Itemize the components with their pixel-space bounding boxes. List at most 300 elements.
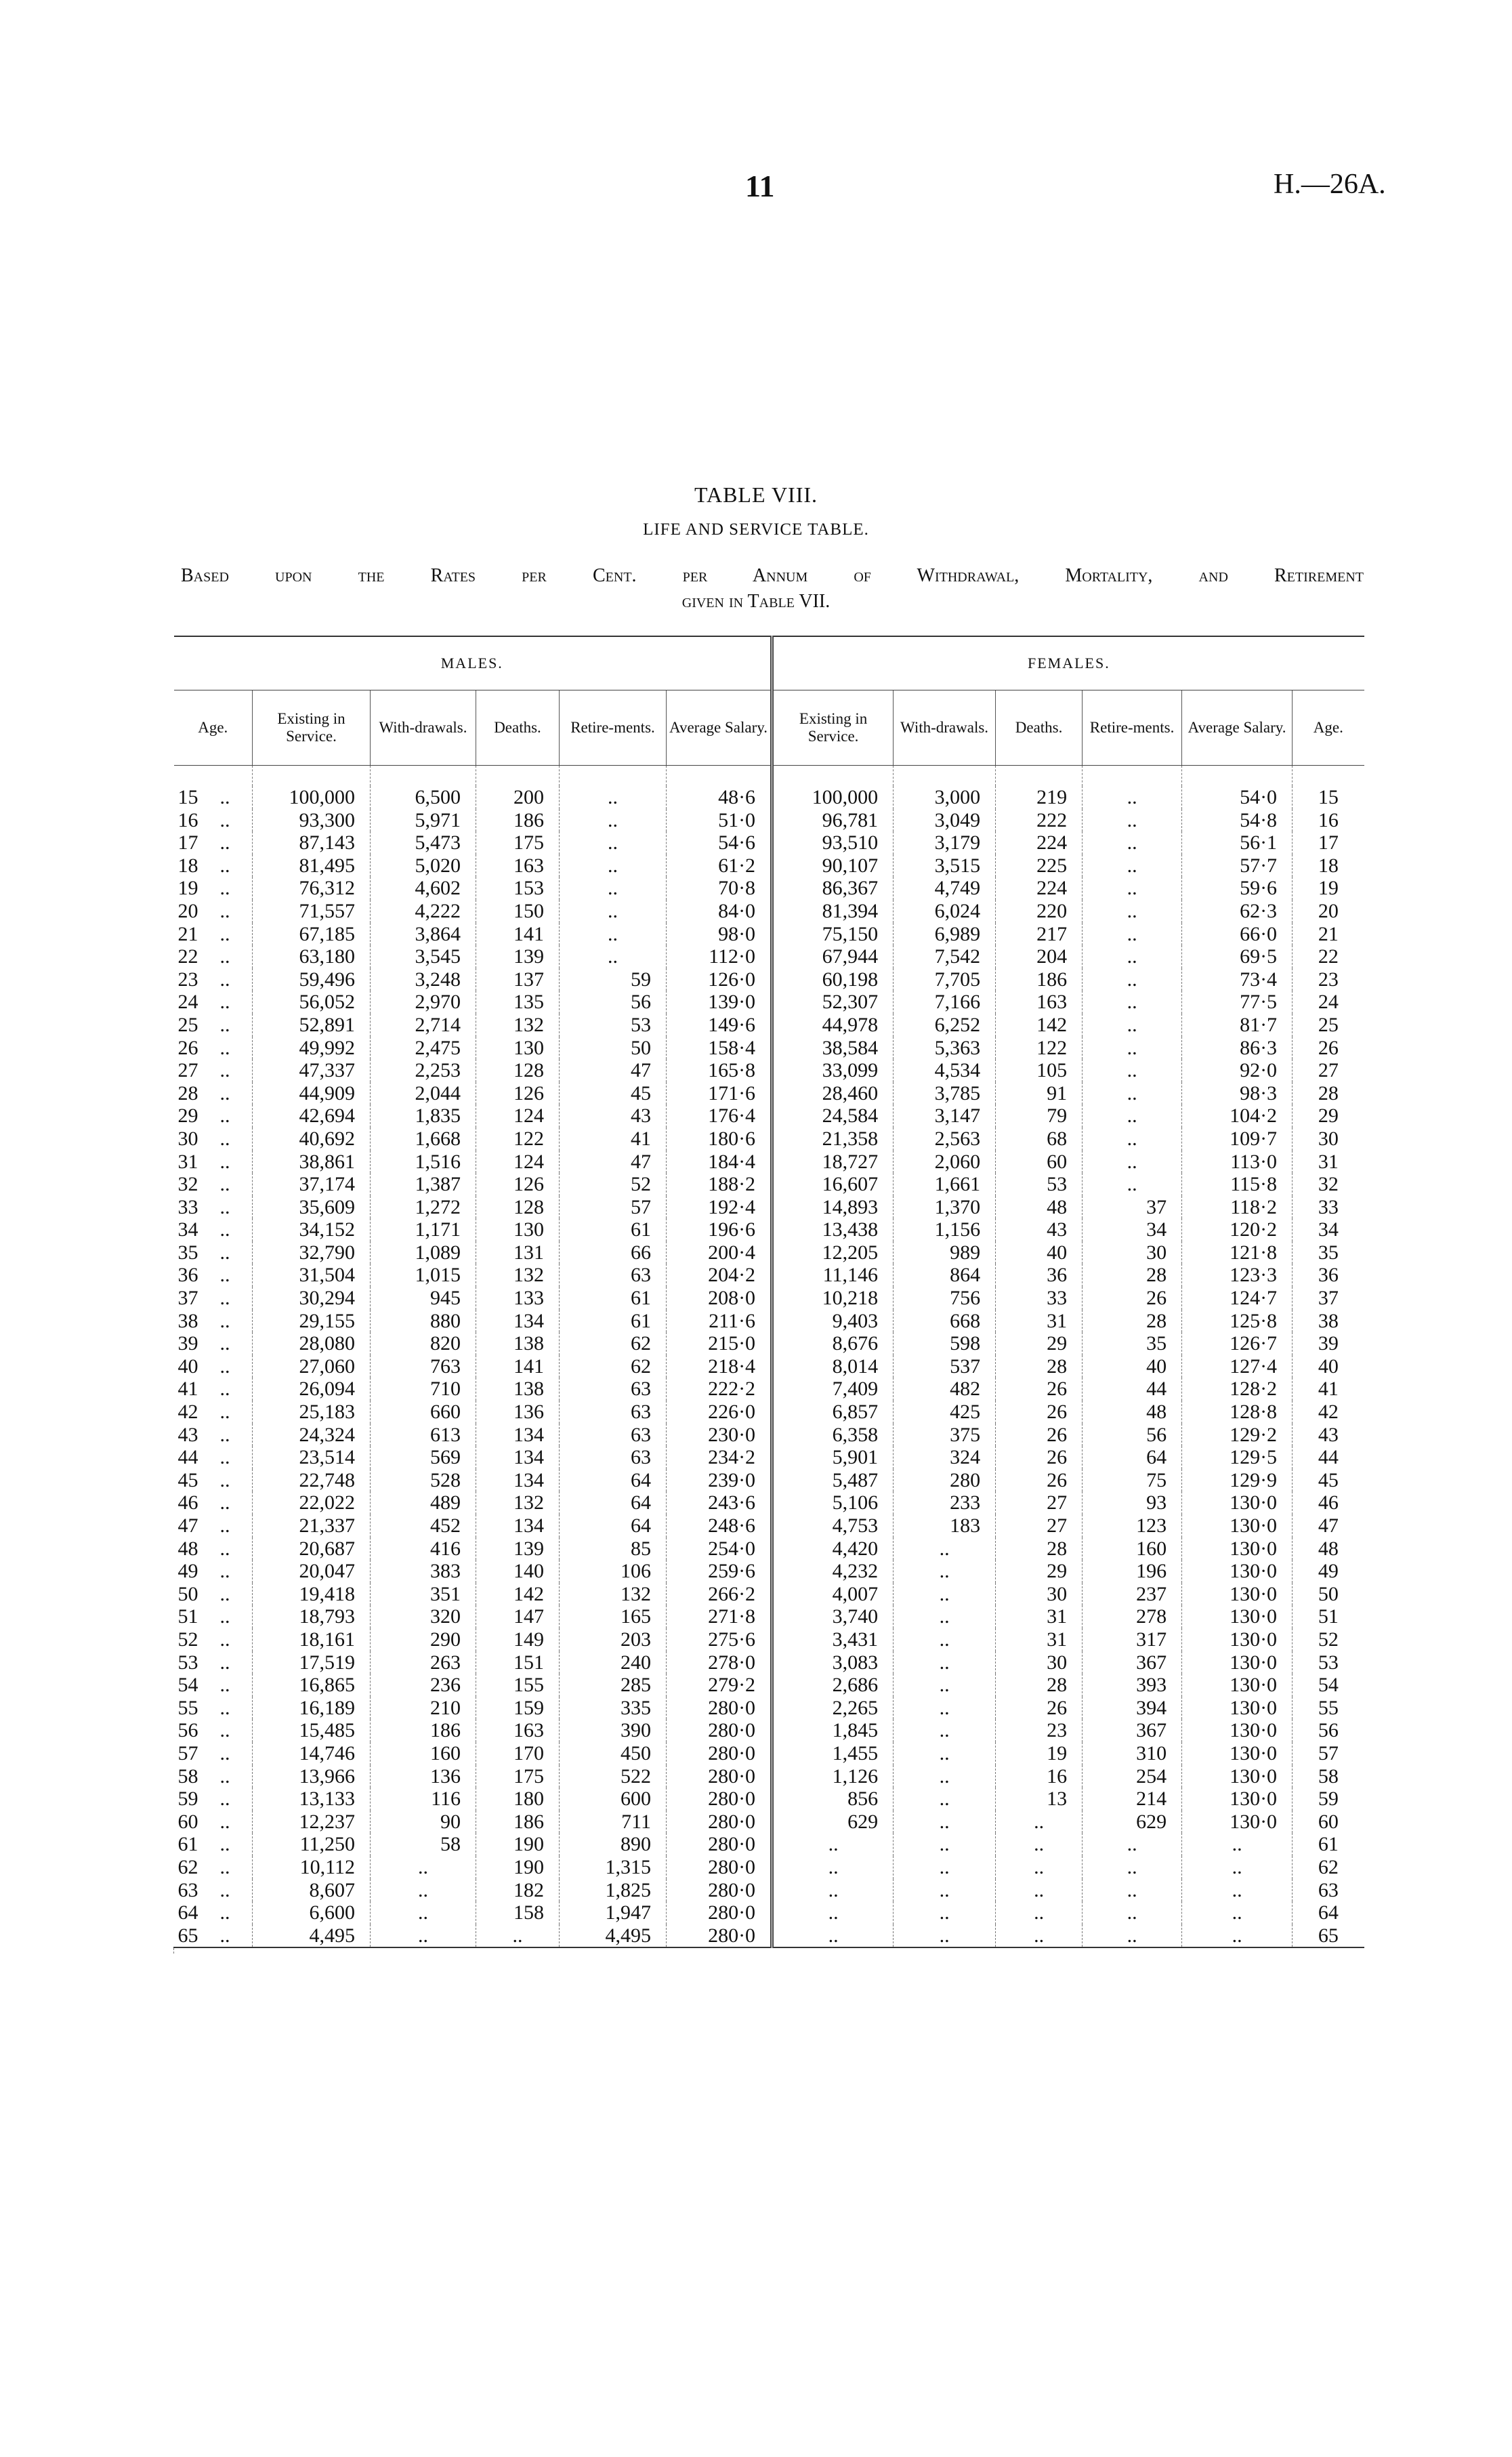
- age-value: 17: [177, 831, 198, 854]
- cell-female-withdrawals: 324: [894, 1446, 996, 1469]
- cell-male-deaths: 151: [476, 1651, 560, 1674]
- cell-male-existing: 13,133: [253, 1788, 371, 1811]
- cell-female-deaths: 163: [996, 991, 1083, 1014]
- cell-age: [174, 1173, 253, 1196]
- cell-female-average-salary: 123·3: [1182, 1264, 1293, 1287]
- cell-age: [174, 1833, 253, 1856]
- cell-female-retirements: 196: [1083, 1560, 1182, 1583]
- cell-female-existing: 10,218: [772, 1287, 894, 1310]
- cell-female-withdrawals: 6,252: [894, 1014, 996, 1037]
- column-header-row: [174, 690, 1364, 766]
- cell-male-existing: 15,485: [253, 1719, 371, 1742]
- cell-age: [174, 1879, 253, 1902]
- cell-male-withdrawals: 4,222: [371, 900, 476, 923]
- table-row: [174, 900, 1364, 923]
- life-service-table: [173, 636, 1364, 1954]
- cell-age-right: 27: [1293, 1059, 1364, 1082]
- cell-female-existing: 14,893: [772, 1196, 894, 1219]
- leader-dots: ..: [219, 854, 230, 877]
- cell-age: [174, 1856, 253, 1879]
- cell-male-retirements: 45: [560, 1082, 667, 1105]
- cell-female-average-salary: 127·4: [1182, 1355, 1293, 1378]
- cell-age: [174, 1446, 253, 1469]
- document-reference: H.—26A.: [1274, 169, 1386, 200]
- leader-dots: ..: [219, 877, 230, 900]
- cell-female-existing: ..: [772, 1856, 894, 1879]
- cell-male-existing: 19,418: [253, 1583, 371, 1606]
- cell-male-deaths: 136: [476, 1401, 560, 1424]
- age-value: 29: [177, 1104, 198, 1128]
- cell-age-right: 52: [1293, 1628, 1364, 1651]
- cell-female-existing: 3,740: [772, 1605, 894, 1628]
- cell-female-existing: 6,857: [772, 1401, 894, 1424]
- cell-male-existing: 47,337: [253, 1059, 371, 1082]
- cell-female-retirements: ..: [1083, 1082, 1182, 1105]
- cell-female-existing: 28,460: [772, 1082, 894, 1105]
- cell-female-retirements: ..: [1083, 831, 1182, 854]
- age-value: 18: [177, 854, 198, 877]
- cell-male-retirements: 56: [560, 991, 667, 1014]
- cell-female-withdrawals: ..: [894, 1833, 996, 1856]
- cell-male-retirements: 47: [560, 1151, 667, 1174]
- cell-age: [174, 1719, 253, 1742]
- cell-male-withdrawals: 1,668: [371, 1128, 476, 1151]
- cell-age: [174, 1560, 253, 1583]
- cell-female-deaths: 29: [996, 1332, 1083, 1355]
- cell-female-existing: 100,000: [772, 786, 894, 809]
- cell-female-deaths: 142: [996, 1014, 1083, 1037]
- cell-female-deaths: ..: [996, 1856, 1083, 1879]
- cell-female-existing: 75,150: [772, 923, 894, 946]
- cell-male-withdrawals: 6,500: [371, 786, 476, 809]
- cell-age-right: 25: [1293, 1014, 1364, 1037]
- age-value: 25: [177, 1013, 198, 1036]
- cell-male-average-salary: 254·0: [667, 1537, 772, 1561]
- table-row: [174, 1287, 1364, 1310]
- age-value: 49: [177, 1560, 198, 1583]
- cell-female-deaths: 43: [996, 1218, 1083, 1241]
- cell-male-deaths: 132: [476, 1014, 560, 1037]
- cell-male-retirements: 85: [560, 1537, 667, 1561]
- cell-female-average-salary: 128·2: [1182, 1378, 1293, 1401]
- cell-female-deaths: 23: [996, 1719, 1083, 1742]
- cell-female-withdrawals: 183: [894, 1514, 996, 1537]
- cell-male-retirements: 64: [560, 1469, 667, 1492]
- cell-male-retirements: 62: [560, 1355, 667, 1378]
- leader-dots: ..: [219, 1764, 230, 1788]
- cell-male-existing: 25,183: [253, 1401, 371, 1424]
- cell-male-deaths: 170: [476, 1742, 560, 1765]
- cell-female-deaths: ..: [996, 1811, 1083, 1834]
- cell-male-existing: 40,692: [253, 1128, 371, 1151]
- cell-female-retirements: 34: [1083, 1218, 1182, 1241]
- table-row: [174, 1605, 1364, 1628]
- cell-male-retirements: 1,825: [560, 1879, 667, 1902]
- cell-male-average-salary: 48·6: [667, 786, 772, 809]
- cell-male-deaths: ..: [476, 1924, 560, 1948]
- cell-male-average-salary: 98·0: [667, 923, 772, 946]
- age-value: 33: [177, 1195, 198, 1218]
- cell-male-withdrawals: 5,971: [371, 809, 476, 832]
- cell-female-withdrawals: 2,060: [894, 1151, 996, 1174]
- column-header-male-withdrawals: With-drawals.: [371, 690, 476, 766]
- cell-female-retirements: 64: [1083, 1446, 1182, 1469]
- cell-male-retirements: ..: [560, 900, 667, 923]
- cell-female-existing: 21,358: [772, 1128, 894, 1151]
- cell-female-existing: 2,265: [772, 1697, 894, 1720]
- age-value: 40: [177, 1355, 198, 1378]
- cell-age: [174, 1424, 253, 1447]
- cell-female-average-salary: 130·0: [1182, 1719, 1293, 1742]
- cell-female-average-salary: 130·0: [1182, 1742, 1293, 1765]
- cell-female-withdrawals: ..: [894, 1879, 996, 1902]
- cell-female-deaths: 26: [996, 1401, 1083, 1424]
- leader-dots: ..: [219, 1468, 230, 1491]
- table-basis-line-1: Based upon the Rates per Cent. per Annum of Withdrawal, Mortality, and Retirement: [181, 565, 1364, 586]
- cell-age: [174, 1583, 253, 1606]
- cell-male-deaths: 175: [476, 831, 560, 854]
- age-value: 37: [177, 1287, 198, 1310]
- cell-age-right: 55: [1293, 1697, 1364, 1720]
- cell-male-existing: 35,609: [253, 1196, 371, 1219]
- cell-age: [174, 1059, 253, 1082]
- cell-female-deaths: 224: [996, 877, 1083, 900]
- cell-male-average-salary: 234·2: [667, 1446, 772, 1469]
- cell-male-withdrawals: 351: [371, 1583, 476, 1606]
- column-header-male-deaths: Deaths.: [476, 690, 560, 766]
- cell-male-deaths: 126: [476, 1082, 560, 1105]
- leader-dots: ..: [219, 1582, 230, 1605]
- cell-female-deaths: 36: [996, 1264, 1083, 1287]
- leader-dots: ..: [219, 1127, 230, 1150]
- age-value: 27: [177, 1059, 198, 1082]
- table-row: [174, 1037, 1364, 1060]
- cell-male-existing: 87,143: [253, 831, 371, 854]
- cell-female-withdrawals: 6,024: [894, 900, 996, 923]
- cell-female-withdrawals: 1,156: [894, 1218, 996, 1241]
- cell-male-deaths: 140: [476, 1560, 560, 1583]
- leader-dots: ..: [219, 1696, 230, 1719]
- cell-male-existing: 16,189: [253, 1697, 371, 1720]
- table-row: [174, 786, 1364, 809]
- cell-male-average-salary: 280·0: [667, 1924, 772, 1948]
- cell-male-existing: 20,047: [253, 1560, 371, 1583]
- cell-male-average-salary: 280·0: [667, 1697, 772, 1720]
- cell-age: [174, 1788, 253, 1811]
- cell-female-existing: 96,781: [772, 809, 894, 832]
- cell-female-average-salary: 118·2: [1182, 1196, 1293, 1219]
- cell-male-existing: 6,600: [253, 1901, 371, 1924]
- cell-male-average-salary: 215·0: [667, 1332, 772, 1355]
- cell-male-deaths: 163: [476, 854, 560, 878]
- cell-male-average-salary: 222·2: [667, 1378, 772, 1401]
- cell-male-deaths: 131: [476, 1241, 560, 1264]
- cell-male-retirements: 63: [560, 1378, 667, 1401]
- cell-male-withdrawals: 290: [371, 1628, 476, 1651]
- cell-female-existing: 3,431: [772, 1628, 894, 1651]
- table-row: [174, 1514, 1364, 1537]
- cell-male-retirements: 47: [560, 1059, 667, 1082]
- cell-female-average-salary: 130·0: [1182, 1788, 1293, 1811]
- cell-female-existing: 1,845: [772, 1719, 894, 1742]
- cell-female-existing: 12,205: [772, 1241, 894, 1264]
- cell-female-existing: ..: [772, 1901, 894, 1924]
- cell-male-average-salary: 54·6: [667, 831, 772, 854]
- cell-male-retirements: ..: [560, 809, 667, 832]
- cell-female-withdrawals: 7,542: [894, 945, 996, 968]
- cell-male-existing: 18,793: [253, 1605, 371, 1628]
- cell-age: [174, 1104, 253, 1128]
- leader-dots: ..: [219, 1264, 230, 1287]
- cell-female-existing: 629: [772, 1811, 894, 1834]
- table-row: [174, 877, 1364, 900]
- cell-male-withdrawals: 613: [371, 1424, 476, 1447]
- cell-male-withdrawals: 2,970: [371, 991, 476, 1014]
- cell-male-retirements: 4,495: [560, 1924, 667, 1948]
- cell-male-retirements: 335: [560, 1697, 667, 1720]
- cell-male-average-salary: 188·2: [667, 1173, 772, 1196]
- age-value: 65: [177, 1924, 198, 1947]
- cell-female-existing: 7,409: [772, 1378, 894, 1401]
- cell-male-deaths: 200: [476, 786, 560, 809]
- cell-age: [174, 900, 253, 923]
- cell-age-right: 47: [1293, 1514, 1364, 1537]
- cell-age: [174, 786, 253, 809]
- cell-female-withdrawals: 7,166: [894, 991, 996, 1014]
- cell-male-average-salary: 70·8: [667, 877, 772, 900]
- cell-male-withdrawals: 880: [371, 1310, 476, 1333]
- cell-age: [174, 991, 253, 1014]
- cell-male-deaths: 186: [476, 809, 560, 832]
- cell-male-average-salary: 226·0: [667, 1401, 772, 1424]
- cell-male-deaths: 147: [476, 1605, 560, 1628]
- cell-male-retirements: ..: [560, 877, 667, 900]
- cell-age: [174, 1218, 253, 1241]
- cell-female-average-salary: 130·0: [1182, 1583, 1293, 1606]
- cell-male-deaths: 124: [476, 1104, 560, 1128]
- cell-male-average-salary: 278·0: [667, 1651, 772, 1674]
- cell-female-average-salary: ..: [1182, 1879, 1293, 1902]
- cell-male-deaths: 138: [476, 1378, 560, 1401]
- cell-male-retirements: 61: [560, 1310, 667, 1333]
- cell-female-retirements: 367: [1083, 1719, 1182, 1742]
- cell-female-withdrawals: ..: [894, 1628, 996, 1651]
- cell-male-retirements: ..: [560, 786, 667, 809]
- age-value: 43: [177, 1423, 198, 1446]
- leader-dots: ..: [219, 1537, 230, 1560]
- cell-male-deaths: 153: [476, 877, 560, 900]
- cell-male-existing: 4,495: [253, 1924, 371, 1948]
- cell-male-withdrawals: 186: [371, 1719, 476, 1742]
- cell-female-deaths: ..: [996, 1901, 1083, 1924]
- cell-age: [174, 1401, 253, 1424]
- leader-dots: ..: [219, 1401, 230, 1424]
- table-row: [174, 1674, 1364, 1697]
- cell-male-withdrawals: ..: [371, 1879, 476, 1902]
- age-value: 36: [177, 1264, 198, 1287]
- cell-male-withdrawals: 1,516: [371, 1151, 476, 1174]
- cell-female-average-salary: 98·3: [1182, 1082, 1293, 1105]
- cell-female-existing: 4,753: [772, 1514, 894, 1537]
- cell-female-retirements: ..: [1083, 809, 1182, 832]
- cell-male-deaths: 132: [476, 1264, 560, 1287]
- cell-female-withdrawals: 3,147: [894, 1104, 996, 1128]
- cell-male-retirements: 285: [560, 1674, 667, 1697]
- table-row: [174, 1241, 1364, 1264]
- cell-female-average-salary: 130·0: [1182, 1514, 1293, 1537]
- cell-age-right: 23: [1293, 968, 1364, 991]
- cell-female-average-salary: 130·0: [1182, 1560, 1293, 1583]
- column-header-male-retirements: Retire-ments.: [560, 690, 667, 766]
- cell-male-deaths: 133: [476, 1287, 560, 1310]
- cell-age: [174, 1151, 253, 1174]
- cell-age-right: 21: [1293, 923, 1364, 946]
- cell-female-average-salary: 109·7: [1182, 1128, 1293, 1151]
- cell-male-withdrawals: 1,171: [371, 1218, 476, 1241]
- cell-female-average-salary: 130·0: [1182, 1605, 1293, 1628]
- cell-male-retirements: 165: [560, 1605, 667, 1628]
- table-row: [174, 1833, 1364, 1856]
- age-value: 61: [177, 1833, 198, 1856]
- cell-female-deaths: 204: [996, 945, 1083, 968]
- table-row: [174, 1719, 1364, 1742]
- cell-age-right: 36: [1293, 1264, 1364, 1287]
- cell-male-withdrawals: 3,864: [371, 923, 476, 946]
- leader-dots: ..: [219, 786, 230, 808]
- cell-age-right: 29: [1293, 1104, 1364, 1128]
- cell-male-average-salary: 266·2: [667, 1583, 772, 1606]
- cell-female-average-salary: 120·2: [1182, 1218, 1293, 1241]
- column-header-female-deaths: Deaths.: [996, 690, 1083, 766]
- cell-male-average-salary: 51·0: [667, 809, 772, 832]
- cell-male-deaths: 141: [476, 923, 560, 946]
- cell-male-average-salary: 211·6: [667, 1310, 772, 1333]
- cell-female-deaths: 28: [996, 1355, 1083, 1378]
- cell-female-deaths: ..: [996, 1833, 1083, 1856]
- cell-male-deaths: 149: [476, 1628, 560, 1651]
- cell-female-retirements: 75: [1083, 1469, 1182, 1492]
- cell-male-retirements: 1,315: [560, 1856, 667, 1879]
- cell-female-withdrawals: ..: [894, 1765, 996, 1788]
- column-header-female-existing: Existing in Service.: [772, 690, 894, 766]
- cell-male-deaths: 186: [476, 1811, 560, 1834]
- table-row: [174, 1424, 1364, 1447]
- cell-male-existing: 31,504: [253, 1264, 371, 1287]
- age-value: 60: [177, 1810, 198, 1833]
- leader-dots: ..: [219, 1810, 230, 1833]
- cell-male-retirements: 63: [560, 1446, 667, 1469]
- cell-female-retirements: 160: [1083, 1537, 1182, 1561]
- cell-female-withdrawals: 668: [894, 1310, 996, 1333]
- leader-dots: ..: [219, 1173, 230, 1196]
- cell-female-withdrawals: ..: [894, 1742, 996, 1765]
- cell-female-existing: 52,307: [772, 991, 894, 1014]
- cell-female-deaths: 28: [996, 1674, 1083, 1697]
- cell-age: [174, 945, 253, 968]
- cell-age-right: 28: [1293, 1082, 1364, 1105]
- column-header-female-withdrawals: With-drawals.: [894, 690, 996, 766]
- cell-female-existing: 4,007: [772, 1583, 894, 1606]
- cell-male-retirements: ..: [560, 945, 667, 968]
- table-row: [174, 945, 1364, 968]
- age-value: 47: [177, 1514, 198, 1537]
- cell-female-deaths: 26: [996, 1378, 1083, 1401]
- table-row: [174, 1173, 1364, 1196]
- cell-male-withdrawals: 5,020: [371, 854, 476, 878]
- cell-male-retirements: 41: [560, 1128, 667, 1151]
- table-row: [174, 1332, 1364, 1355]
- table-row: [174, 1697, 1364, 1720]
- cell-male-withdrawals: 4,602: [371, 877, 476, 900]
- cell-female-deaths: 26: [996, 1446, 1083, 1469]
- age-value: 46: [177, 1491, 198, 1514]
- age-value: 31: [177, 1150, 198, 1173]
- cell-male-existing: 56,052: [253, 991, 371, 1014]
- age-value: 26: [177, 1036, 198, 1059]
- cell-female-average-salary: 130·0: [1182, 1674, 1293, 1697]
- cell-age-right: 56: [1293, 1719, 1364, 1742]
- cell-female-retirements: ..: [1083, 1037, 1182, 1060]
- column-header-male-existing: Existing in Service.: [253, 690, 371, 766]
- cell-female-withdrawals: 6,989: [894, 923, 996, 946]
- cell-age-right: 39: [1293, 1332, 1364, 1355]
- cell-male-withdrawals: 236: [371, 1674, 476, 1697]
- cell-female-withdrawals: ..: [894, 1537, 996, 1561]
- cell-age: [174, 1241, 253, 1264]
- cell-female-deaths: 217: [996, 923, 1083, 946]
- cell-age-right: 50: [1293, 1583, 1364, 1606]
- cell-male-withdrawals: 2,253: [371, 1059, 476, 1082]
- table-row: [174, 1310, 1364, 1333]
- age-value: 21: [177, 922, 198, 945]
- cell-age-right: 60: [1293, 1811, 1364, 1834]
- cell-male-existing: 67,185: [253, 923, 371, 946]
- cell-male-average-salary: 280·0: [667, 1879, 772, 1902]
- cell-female-retirements: ..: [1083, 923, 1182, 946]
- cell-male-deaths: 158: [476, 1901, 560, 1924]
- cell-male-existing: 59,496: [253, 968, 371, 991]
- cell-female-average-salary: 92·0: [1182, 1059, 1293, 1082]
- cell-male-retirements: 52: [560, 1173, 667, 1196]
- cell-female-withdrawals: 756: [894, 1287, 996, 1310]
- cell-female-average-salary: 54·8: [1182, 809, 1293, 832]
- table-row: [174, 1355, 1364, 1378]
- cell-male-existing: 37,174: [253, 1173, 371, 1196]
- cell-male-deaths: 130: [476, 1037, 560, 1060]
- cell-male-average-salary: 126·0: [667, 968, 772, 991]
- leader-dots: ..: [219, 991, 230, 1014]
- cell-age-right: 61: [1293, 1833, 1364, 1856]
- cell-male-average-salary: 280·0: [667, 1788, 772, 1811]
- cell-age-right: 38: [1293, 1310, 1364, 1333]
- cell-male-retirements: 711: [560, 1811, 667, 1834]
- cell-male-average-salary: 279·2: [667, 1674, 772, 1697]
- cell-female-withdrawals: ..: [894, 1560, 996, 1583]
- cell-age: [174, 831, 253, 854]
- cell-female-average-salary: 73·4: [1182, 968, 1293, 991]
- cell-age-right: 49: [1293, 1560, 1364, 1583]
- cell-male-deaths: 135: [476, 991, 560, 1014]
- age-value: 23: [177, 968, 198, 991]
- leader-dots: ..: [219, 1788, 230, 1811]
- cell-female-existing: 856: [772, 1788, 894, 1811]
- cell-female-retirements: ..: [1083, 786, 1182, 809]
- table-row: [174, 968, 1364, 991]
- cell-female-existing: ..: [772, 1879, 894, 1902]
- cell-female-retirements: ..: [1083, 854, 1182, 878]
- cell-male-average-salary: 248·6: [667, 1514, 772, 1537]
- cell-male-retirements: 59: [560, 968, 667, 991]
